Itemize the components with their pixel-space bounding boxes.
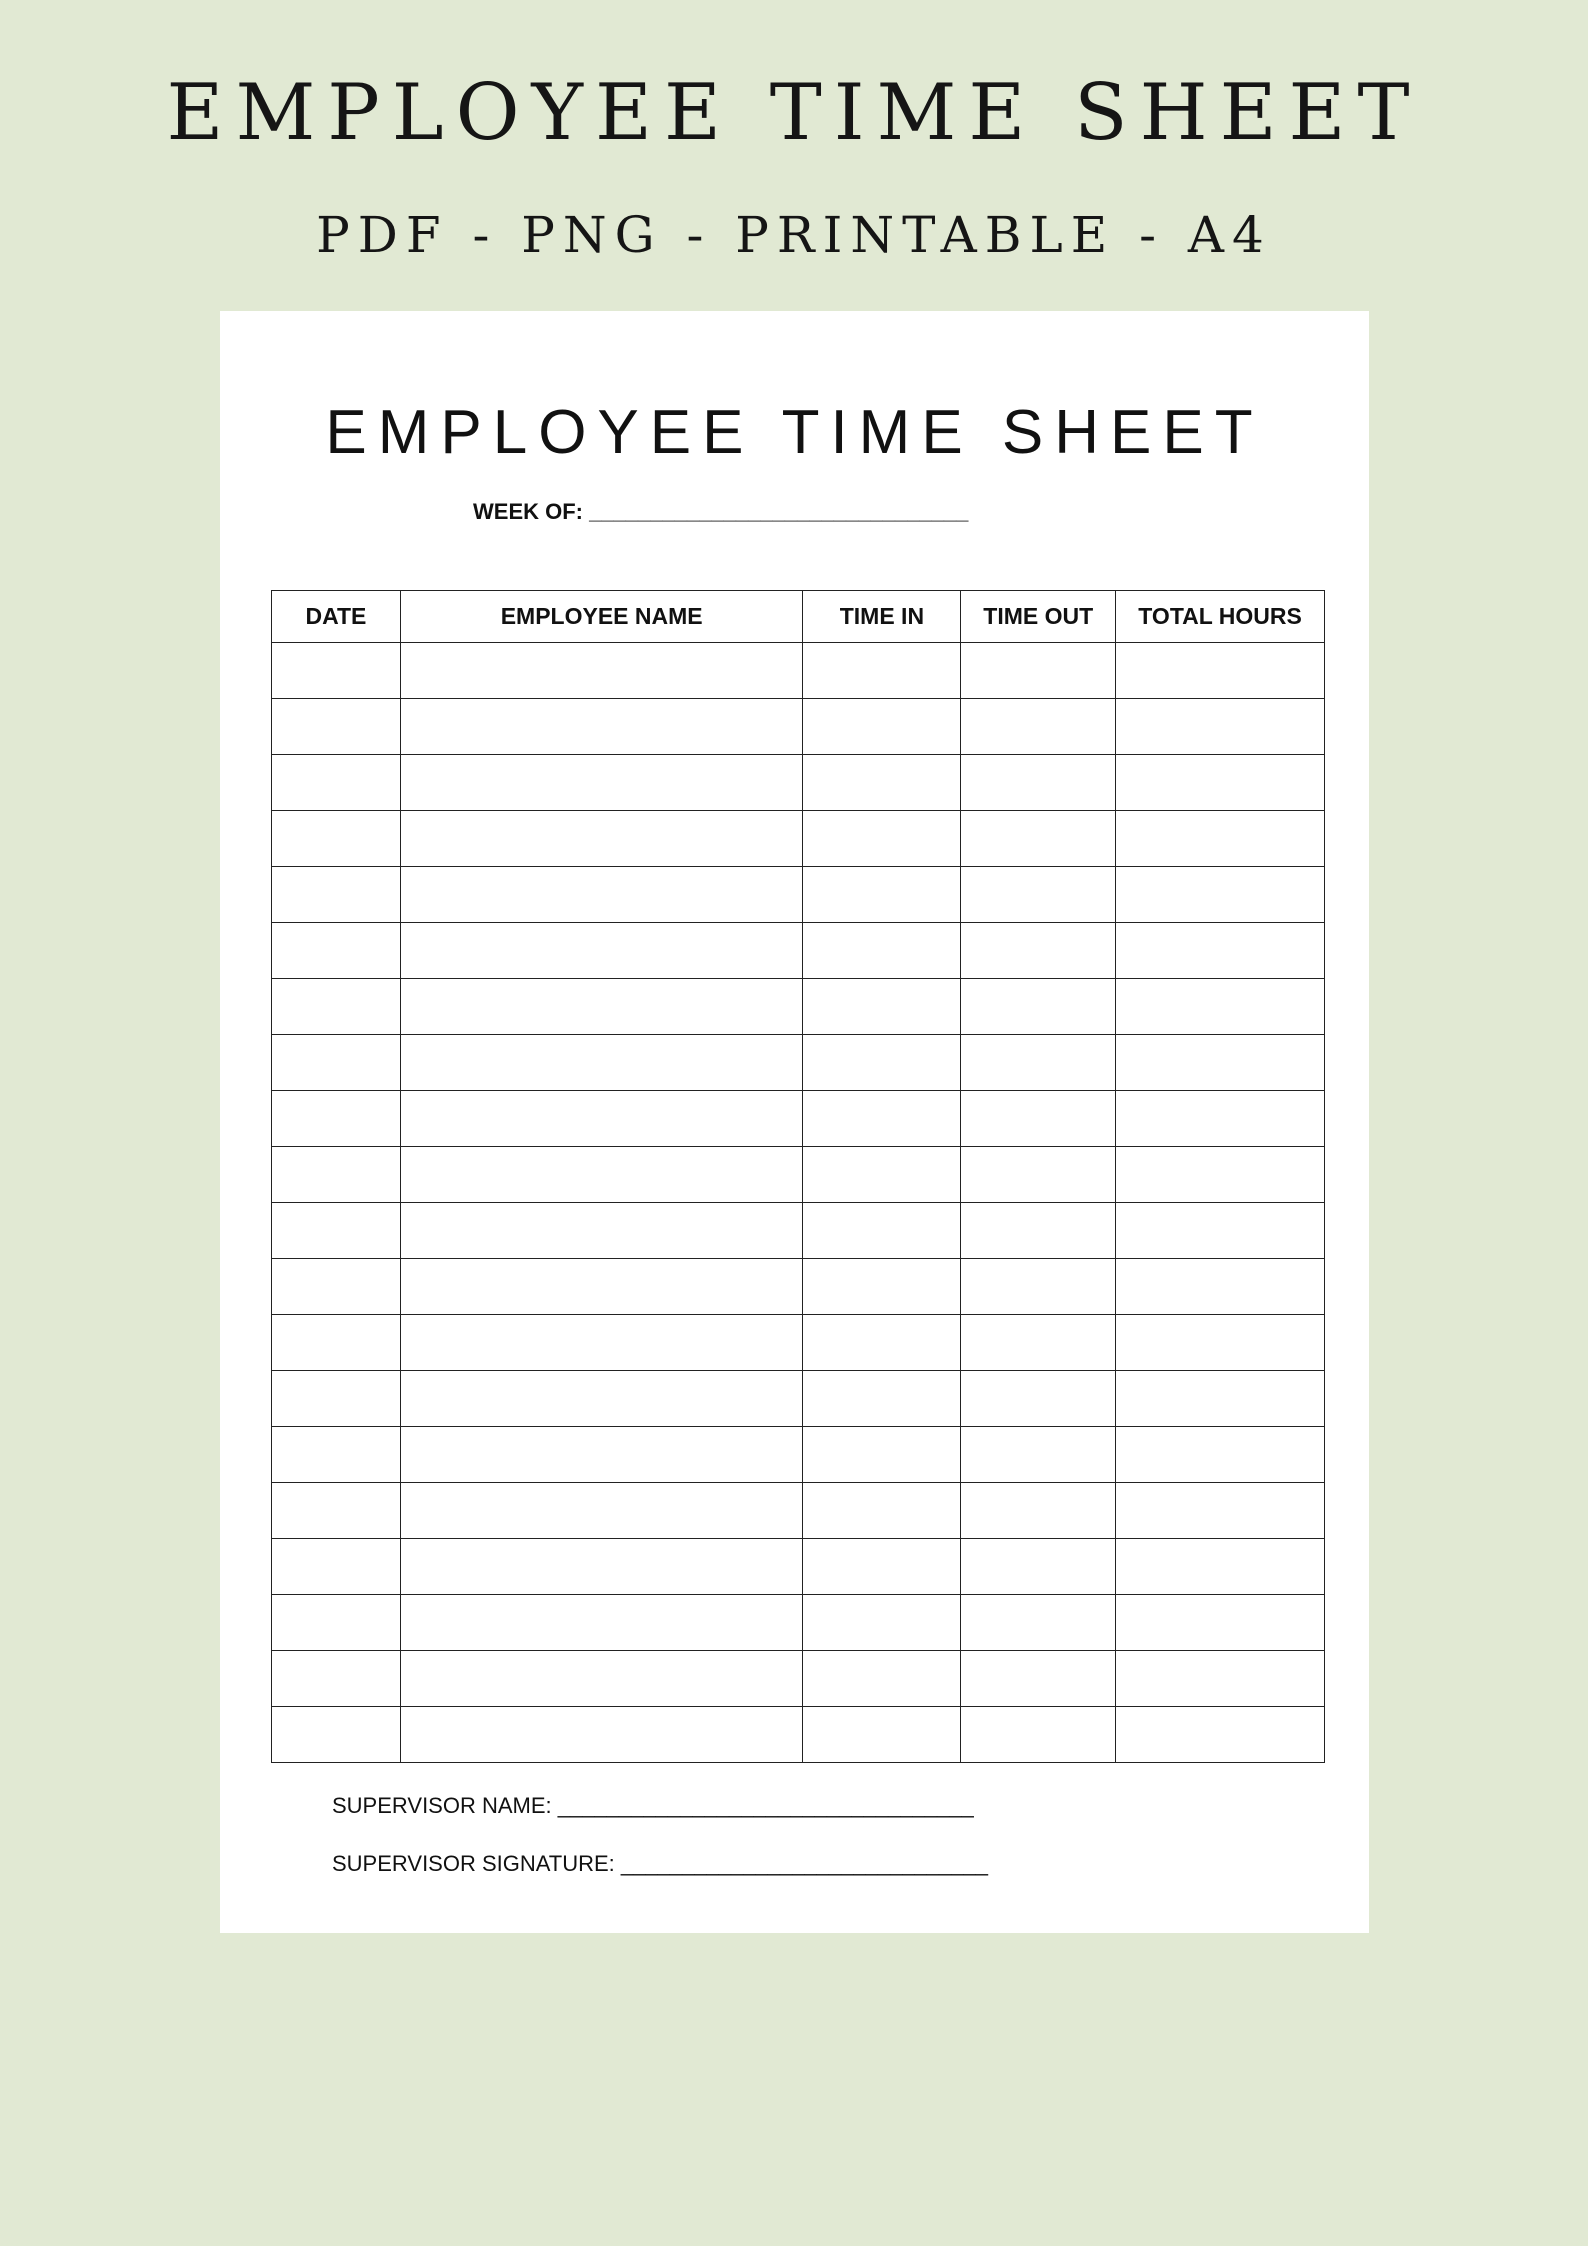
table-row [272,643,1325,699]
time-out-cell[interactable] [961,1259,1116,1315]
table-header-row [272,591,1325,643]
banner-subtitle: PDF - PNG - PRINTABLE - A4 [316,206,1272,264]
employee-name-cell[interactable] [400,867,803,923]
table-row [272,755,1325,811]
total-hours-cell[interactable] [1116,979,1325,1035]
total-hours-cell[interactable] [1116,1315,1325,1371]
date-cell[interactable] [272,1595,401,1651]
time-out-cell[interactable] [961,867,1116,923]
week-of-field[interactable]: WEEK OF: _______________________________ [473,499,969,524]
time-out-cell[interactable] [961,755,1116,811]
date-cell[interactable] [272,1091,401,1147]
total-hours-cell[interactable] [1116,1427,1325,1483]
column-header-employee-name: EMPLOYEE NAME [400,591,803,643]
total-hours-cell[interactable] [1116,1371,1325,1427]
employee-name-cell[interactable] [400,979,803,1035]
total-hours-cell[interactable] [1116,1147,1325,1203]
table-row [272,1651,1325,1707]
employee-name-cell[interactable] [400,1539,803,1595]
time-in-cell[interactable] [803,1259,961,1315]
total-hours-cell[interactable] [1116,1651,1325,1707]
time-in-cell[interactable] [803,699,961,755]
time-in-cell[interactable] [803,1595,961,1651]
table-row [272,1035,1325,1091]
time-out-cell[interactable] [961,923,1116,979]
date-cell[interactable] [272,1539,401,1595]
table-row [272,1595,1325,1651]
time-out-cell[interactable] [961,979,1116,1035]
time-out-cell[interactable] [961,1707,1116,1763]
date-cell[interactable] [272,1483,401,1539]
time-in-cell[interactable] [803,811,961,867]
employee-name-cell[interactable] [400,1091,803,1147]
table-row [272,1315,1325,1371]
table-row [272,1203,1325,1259]
column-header-time-out: TIME OUT [961,591,1116,643]
date-cell[interactable] [272,1259,401,1315]
time-in-cell[interactable] [803,923,961,979]
time-out-cell[interactable] [961,699,1116,755]
date-cell[interactable] [272,923,401,979]
employee-name-cell[interactable] [400,643,803,699]
employee-name-cell[interactable] [400,1483,803,1539]
total-hours-cell[interactable] [1116,1203,1325,1259]
table-row [272,1147,1325,1203]
table-row [272,923,1325,979]
time-in-cell[interactable] [803,1707,961,1763]
time-in-cell[interactable] [803,1203,961,1259]
table-row [272,1259,1325,1315]
time-in-cell[interactable] [803,1035,961,1091]
column-header-total-hours: TOTAL HOURS [1116,591,1325,643]
date-cell[interactable] [272,979,401,1035]
date-cell[interactable] [272,1371,401,1427]
total-hours-cell[interactable] [1116,1259,1325,1315]
banner-title: EMPLOYEE TIME SHEET [166,68,1422,158]
timesheet-table [271,590,1325,1763]
table-row [272,1091,1325,1147]
table-row [272,1483,1325,1539]
time-in-cell[interactable] [803,1427,961,1483]
table-row [272,1371,1325,1427]
total-hours-cell[interactable] [1116,923,1325,979]
column-header-date: DATE [272,591,401,643]
time-out-cell[interactable] [961,1091,1116,1147]
table-row [272,1539,1325,1595]
time-out-cell[interactable] [961,811,1116,867]
time-out-cell[interactable] [961,1595,1116,1651]
table-row [272,699,1325,755]
date-cell[interactable] [272,811,401,867]
total-hours-cell[interactable] [1116,643,1325,699]
employee-name-cell[interactable] [400,923,803,979]
date-cell[interactable] [272,1651,401,1707]
table-row [272,867,1325,923]
employee-name-cell[interactable] [400,1427,803,1483]
total-hours-cell[interactable] [1116,699,1325,755]
time-out-cell[interactable] [961,1035,1116,1091]
date-cell[interactable] [272,1147,401,1203]
timesheet-page [220,311,1369,1933]
total-hours-cell[interactable] [1116,1035,1325,1091]
time-out-cell[interactable] [961,1371,1116,1427]
time-out-cell[interactable] [961,1427,1116,1483]
time-in-cell[interactable] [803,1651,961,1707]
total-hours-cell[interactable] [1116,1483,1325,1539]
total-hours-cell[interactable] [1116,755,1325,811]
total-hours-cell[interactable] [1116,1707,1325,1763]
employee-name-cell[interactable] [400,1371,803,1427]
employee-name-cell[interactable] [400,1203,803,1259]
employee-name-cell[interactable] [400,1035,803,1091]
time-out-cell[interactable] [961,1651,1116,1707]
date-cell[interactable] [272,699,401,755]
date-cell[interactable] [272,1707,401,1763]
time-in-cell[interactable] [803,755,961,811]
supervisor-signature-field[interactable]: SUPERVISOR SIGNATURE: ______________________________ [332,1851,988,1876]
date-cell[interactable] [272,1427,401,1483]
date-cell[interactable] [272,643,401,699]
column-header-time-in: TIME IN [803,591,961,643]
sheet-title: EMPLOYEE TIME SHEET [325,398,1264,467]
total-hours-cell[interactable] [1116,811,1325,867]
time-out-cell[interactable] [961,1203,1116,1259]
time-in-cell[interactable] [803,1539,961,1595]
employee-name-cell[interactable] [400,1707,803,1763]
employee-name-cell[interactable] [400,755,803,811]
time-in-cell[interactable] [803,1315,961,1371]
time-in-cell[interactable] [803,867,961,923]
employee-name-cell[interactable] [400,811,803,867]
table-row [272,1707,1325,1763]
employee-name-cell[interactable] [400,1595,803,1651]
date-cell[interactable] [272,755,401,811]
time-in-cell[interactable] [803,1371,961,1427]
time-out-cell[interactable] [961,643,1116,699]
table-row [272,1427,1325,1483]
total-hours-cell[interactable] [1116,867,1325,923]
time-in-cell[interactable] [803,1147,961,1203]
date-cell[interactable] [272,1035,401,1091]
date-cell[interactable] [272,1315,401,1371]
time-out-cell[interactable] [961,1315,1116,1371]
total-hours-cell[interactable] [1116,1091,1325,1147]
date-cell[interactable] [272,1203,401,1259]
time-in-cell[interactable] [803,1091,961,1147]
time-in-cell[interactable] [803,979,961,1035]
table-row [272,811,1325,867]
date-cell[interactable] [272,867,401,923]
time-out-cell[interactable] [961,1147,1116,1203]
total-hours-cell[interactable] [1116,1539,1325,1595]
time-out-cell[interactable] [961,1483,1116,1539]
employee-name-cell[interactable] [400,1315,803,1371]
time-in-cell[interactable] [803,643,961,699]
employee-name-cell[interactable] [400,1651,803,1707]
supervisor-name-field[interactable]: SUPERVISOR NAME: __________________________________ [332,1793,974,1818]
employee-name-cell[interactable] [400,1147,803,1203]
employee-name-cell[interactable] [400,1259,803,1315]
table-row [272,979,1325,1035]
total-hours-cell[interactable] [1116,1595,1325,1651]
time-in-cell[interactable] [803,1483,961,1539]
time-out-cell[interactable] [961,1539,1116,1595]
employee-name-cell[interactable] [400,699,803,755]
